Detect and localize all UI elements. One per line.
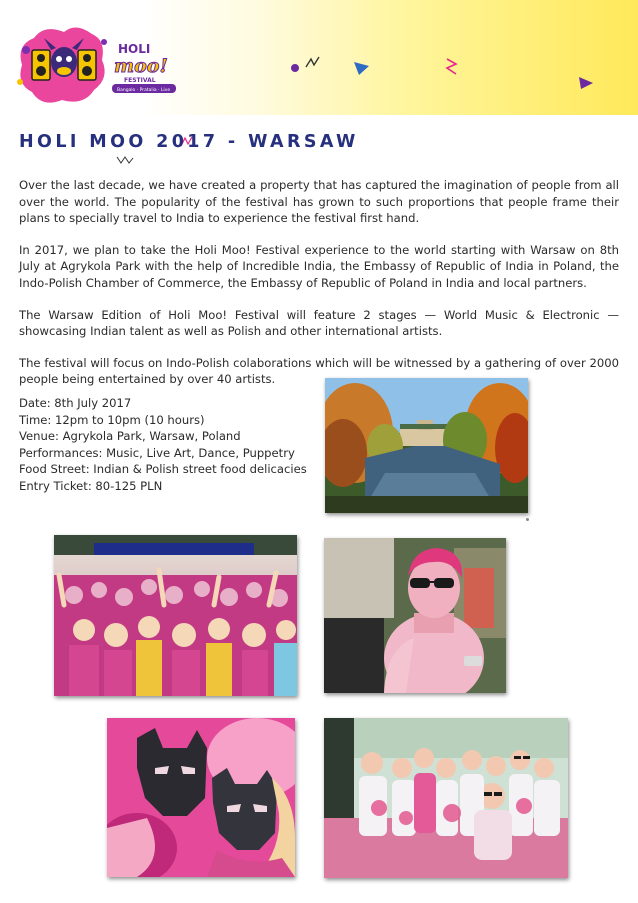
body-text <box>19 177 619 403</box>
park-palace-photo <box>325 378 528 513</box>
paragraph-intro: Over the last decade, we have created a property that has captured the imagination of people from all over the world. The popularity of the festival has grown to such proportions that people frame their plans to specially travel to India to experience the festival first hand. <box>19 178 619 226</box>
logo-tagline: Bangalo · Pratalia · Live <box>117 88 171 93</box>
detail-entry-ticket: Entry Ticket: 80-125 PLN <box>19 478 163 493</box>
pink-zigzag-deco <box>444 58 460 76</box>
logo-line2: moo! <box>114 55 168 77</box>
holi-moo-logo <box>14 20 189 110</box>
paragraph-stages: The Warsaw Edition of Holi Moo! Festival will feature 2 stages — World Music & Electronic — showcasing Indian talent as well as Polish and other international artists. <box>19 307 619 339</box>
zigzag-deco <box>305 55 321 69</box>
woman-sunglasses-photo <box>324 538 506 693</box>
detail-performances: Performances: Music, Live Art, Dance, Puppetry <box>19 445 295 460</box>
crowd-photo <box>54 535 297 696</box>
detail-venue: Venue: Agrykola Park, Warsaw, Poland <box>19 429 241 444</box>
detail-date: Date: 8th July 2017 <box>19 396 132 410</box>
group-photo <box>324 718 568 878</box>
page-title: HOLI MOO 2017 - WARSAW <box>19 132 359 152</box>
blue-triangle-deco <box>353 60 371 76</box>
logo-line1: HOLI <box>118 42 151 56</box>
detail-time: Time: 12pm to 10pm (10 hours) <box>19 412 205 427</box>
detail-food-street: Food Street: Indian & Polish street food delicacies <box>19 462 307 477</box>
paragraph-collaborations: The festival will focus on Indo-Polish colaborations which will be witnessed by a gathering of over 2000 people being entertained by over 40 artists. <box>19 355 619 387</box>
purple-circle-deco <box>290 63 300 73</box>
purple-triangle-deco <box>578 76 594 90</box>
title-squiggle-deco <box>116 155 134 165</box>
bullet-dot-deco <box>526 518 529 521</box>
event-details <box>19 395 319 495</box>
wolf-masks-photo <box>107 718 295 877</box>
paragraph-warsaw-plan: In 2017, we plan to take the Holi Moo! Festival experience to the world starting with Warsaw on 8th July at Agrykola Park with the help of Incredible India, the Embassy of Republic of India in Poland, the Indo-Polish Chamber of Commerce, the Embassy of Republic of Poland in India and local partners. <box>19 242 619 290</box>
logo-line3: FESTIVAL <box>124 77 156 84</box>
